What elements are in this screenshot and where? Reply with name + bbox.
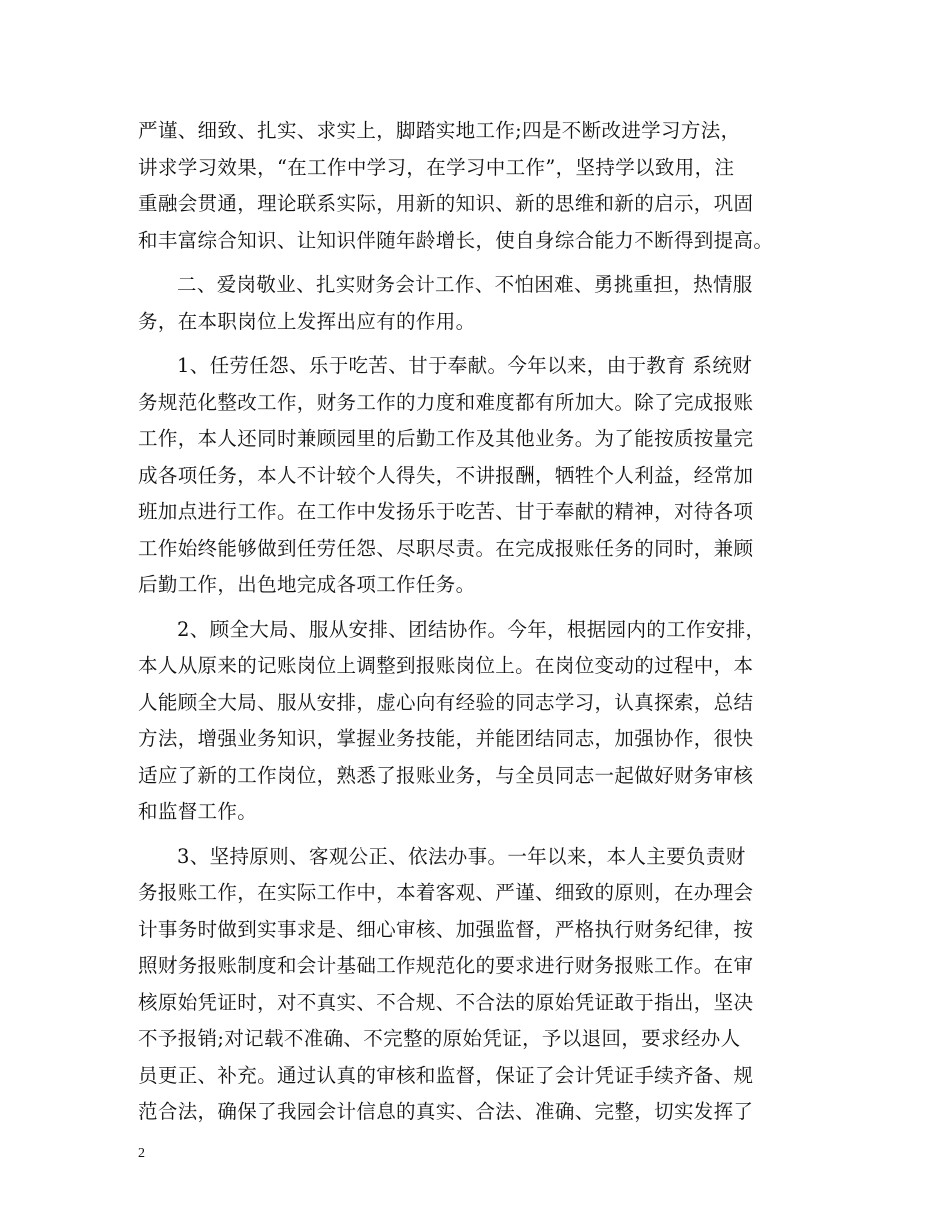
paragraph [138, 839, 828, 1131]
document-body [138, 113, 828, 1131]
text-line: 工作，本人还同时兼顾园里的后勤工作及其他业务。为了能按质按量完 [138, 427, 754, 450]
paragraph-gap [138, 831, 828, 839]
text-line: 后勤工作，出色地完成各项工作任务。 [138, 573, 476, 596]
text-line: 1、任劳任怨、乐于吃苦、甘于奉献。今年以来，由于教育 系统财 [177, 354, 753, 377]
paragraph [138, 113, 828, 259]
text-line: 和监督工作。 [138, 800, 258, 823]
paragraph-gap [138, 340, 828, 348]
text-line: 班加点进行工作。在工作中发扬乐于吃苦、甘于奉献的精神，对待各项 [138, 500, 754, 523]
text-line: 范合法，确保了我园会计信息的真实、合法、准确、完整，切实发挥了 [138, 1100, 754, 1123]
paragraph [138, 612, 828, 831]
text-line: 人能顾全大局、服从安排，虚心向有经验的同志学习，认真探索，总结 [138, 690, 754, 714]
text-line: 务报账工作，在实际工作中，本着客观、严谨、细致的原则，在办理会 [138, 881, 754, 904]
text-line: 和丰富综合知识、让知识伴随年龄增长，使自身综合能力不断得到提高。 [138, 228, 774, 252]
text-line: 核原始凭证时，对不真实、不合规、不合法的原始凭证敢于指出，坚决 [138, 990, 754, 1014]
text-line: 照财务报账制度和会计基础工作规范化的要求进行财务报账工作。在审 [138, 954, 754, 977]
page-number: 2 [138, 1146, 145, 1161]
text-line: 工作始终能够做到任劳任怨、尽职尽责。在完成报账任务的同时，兼顾 [138, 536, 754, 560]
text-line: 3、坚持原则、客观公正、依法办事。一年以来，本人主要负责财 [177, 844, 746, 868]
paragraph [138, 348, 828, 604]
text-line: 方法，增强业务知识，掌握业务技能，并能团结同志，加强协作，很快 [138, 727, 754, 750]
text-line: 成各项任务，本人不计较个人得失，不讲报酬，牺牲个人利益，经常加 [138, 463, 754, 487]
text-line: 重融会贯通，理论联系实际，用新的知识、新的思维和新的启示，巩固 [138, 192, 754, 215]
text-line: 讲求学习效果，“在工作中学习，在学习中工作”，坚持学以致用，注 [138, 155, 735, 179]
text-line: 不予报销;对记载不准确、不完整的原始凭证，予以退回，要求经办人 [138, 1027, 741, 1050]
text-line: 2、顾全大局、服从安排、团结协作。今年，根据园内的工作安排， [177, 617, 766, 641]
text-line: 二、爱岗敬业、扎实财务会计工作、不怕困难、勇挑重担，热情服 [177, 273, 753, 296]
text-line: 员更正、补充。通过认真的审核和监督，保证了会计凭证手续齐备、规 [138, 1063, 754, 1087]
text-line: 本人从原来的记账岗位上调整到报账岗位上。在岗位变动的过程中，本 [138, 654, 754, 677]
text-line: 务规范化整改工作，财务工作的力度和难度都有所加大。除了完成报账 [138, 390, 754, 414]
paragraph-gap [138, 259, 828, 267]
text-line: 适应了新的工作岗位，熟悉了报账业务，与全员同志一起做好财务审核 [138, 763, 754, 787]
paragraph [138, 267, 828, 340]
text-line: 计事务时做到实事求是、细心审核、加强监督，严格执行财务纪律，按 [138, 917, 754, 941]
text-line: 务，在本职岗位上发挥出应有的作用。 [138, 309, 476, 333]
paragraph-gap [138, 604, 828, 612]
text-line: 严谨、细致、扎实、求实上，脚踏实地工作;四是不断改进学习方法， [138, 119, 741, 142]
